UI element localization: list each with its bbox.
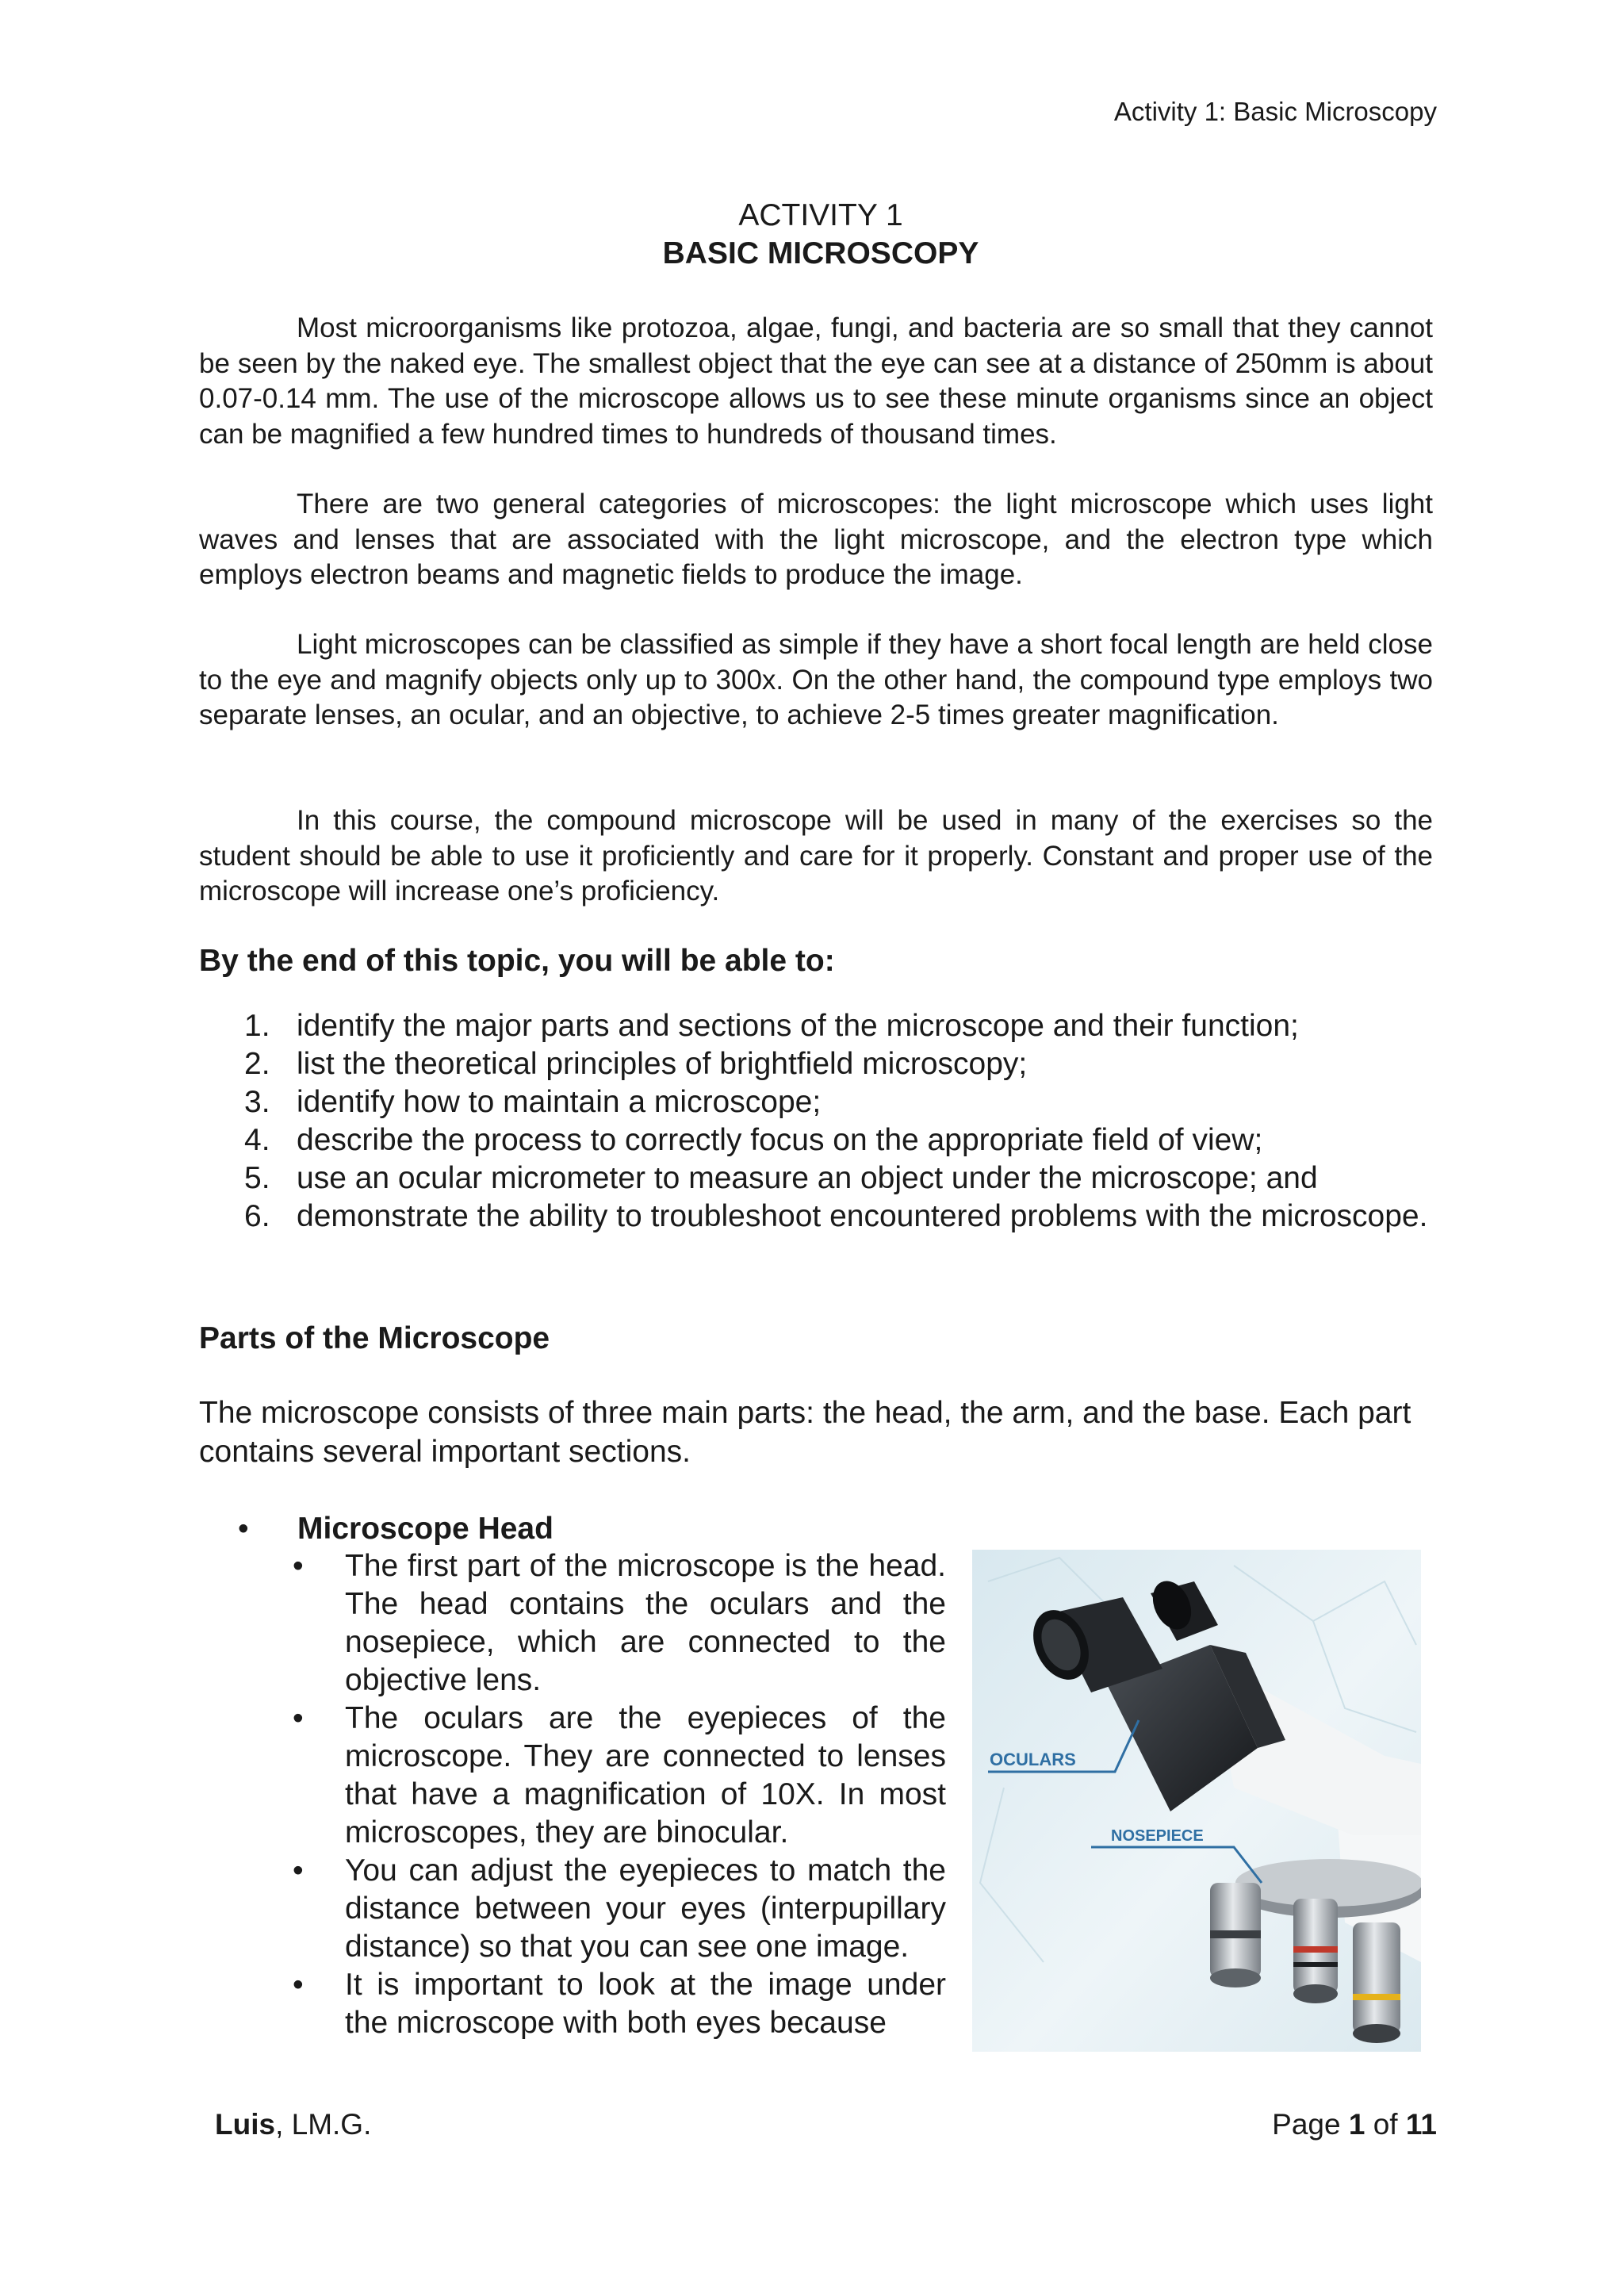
bullet-icon: • (293, 1968, 304, 2002)
bullet-icon: • (293, 1853, 304, 1888)
list-item: • You can adjust the eyepieces to match the distance between your eyes (interpupillary distance) so that you can see one image. (293, 1853, 946, 1964)
footer-page-number: Page 1 of 11 (1272, 2108, 1437, 2141)
parts-intro: The microscope consists of three main parts: the head, the arm, and the base. Each part contains several important sections. (199, 1396, 1411, 1469)
head-section-items (293, 1547, 946, 2042)
list-item: 4. describe the process to correctly focus on the appropriate field of view; (244, 1123, 1263, 1157)
list-item: • The first part of the microscope is the head. The head contains the oculars and the nosepiece, which are connected to the objective lens. (293, 1549, 946, 1697)
microscope-head-figure (972, 1550, 1421, 2052)
paragraph-course: In this course, the compound microscope will be used in many of the exercises so the student should be able to use it proficiently and care for it properly. Constant and proper use of the microscope will increase one’s proficiency. (199, 805, 1433, 907)
list-item: 1. identify the major parts and sections of the microscope and their function; (244, 1009, 1299, 1043)
list-item: • The oculars are the eyepieces of the microscope. They are connected to lenses that have a magnification of 10X. In most microscopes, they are binocular. (293, 1701, 946, 1849)
bullet-icon: • (293, 1701, 304, 1735)
paragraph-categories: There are two general categories of microscopes: the light microscope which uses light waves and lenses that are associated with the light microscope, and the electron type which employs electron beams and magnetic fields to produce the image. (199, 489, 1433, 590)
list-item: 5. use an ocular micrometer to measure an object under the microscope; and (244, 1161, 1318, 1195)
activity-title: BASIC MICROSCOPY (662, 236, 979, 270)
parts-heading: Parts of the Microscope (199, 1321, 550, 1355)
objectives-list (199, 1007, 1433, 1236)
paragraph-intro: Most microorganisms like protozoa, algae, fungi, and bacteria are so small that they cannot be seen by the naked eye. The smallest object that the eye can see at a distance of 250mm is about 0.07-0.14 mm. The use of the microscope allows us to see these minute organisms since an object can be magnified a few hundred times to hundreds of thousand times. (199, 312, 1433, 450)
head-section-label: Microscope Head (297, 1512, 553, 1546)
paragraph-light-microscopes: Light microscopes can be classified as simple if they have a short focal length are held close to the eye and magnify objects only up to 300x. On the other hand, the compound type employs two separate lenses, an ocular, and an objective, to achieve 2-5 times greater magnification. (199, 629, 1433, 730)
objectives-heading: By the end of this topic, you will be able to: (199, 944, 835, 978)
list-item: 6. demonstrate the ability to troubleshoot encountered problems with the microscope. (244, 1199, 1428, 1233)
activity-number: ACTIVITY 1 (738, 198, 903, 232)
bullet-icon: • (238, 1512, 249, 1546)
list-item: • It is important to look at the image under the microscope with both eyes because (293, 1968, 946, 2040)
bullet-icon: • (293, 1549, 304, 1583)
list-item: 2. list the theoretical principles of brightfield microscopy; (244, 1047, 1028, 1081)
microscope-illustration (972, 1550, 1421, 2052)
footer-author: Luis, LM.G. (215, 2108, 372, 2141)
label-oculars: OCULARS (990, 1750, 1076, 1769)
list-item: 3. identify how to maintain a microscope; (244, 1085, 822, 1119)
running-head: Activity 1: Basic Microscopy (1113, 97, 1437, 126)
label-nosepiece: NOSEPIECE (1111, 1827, 1204, 1845)
